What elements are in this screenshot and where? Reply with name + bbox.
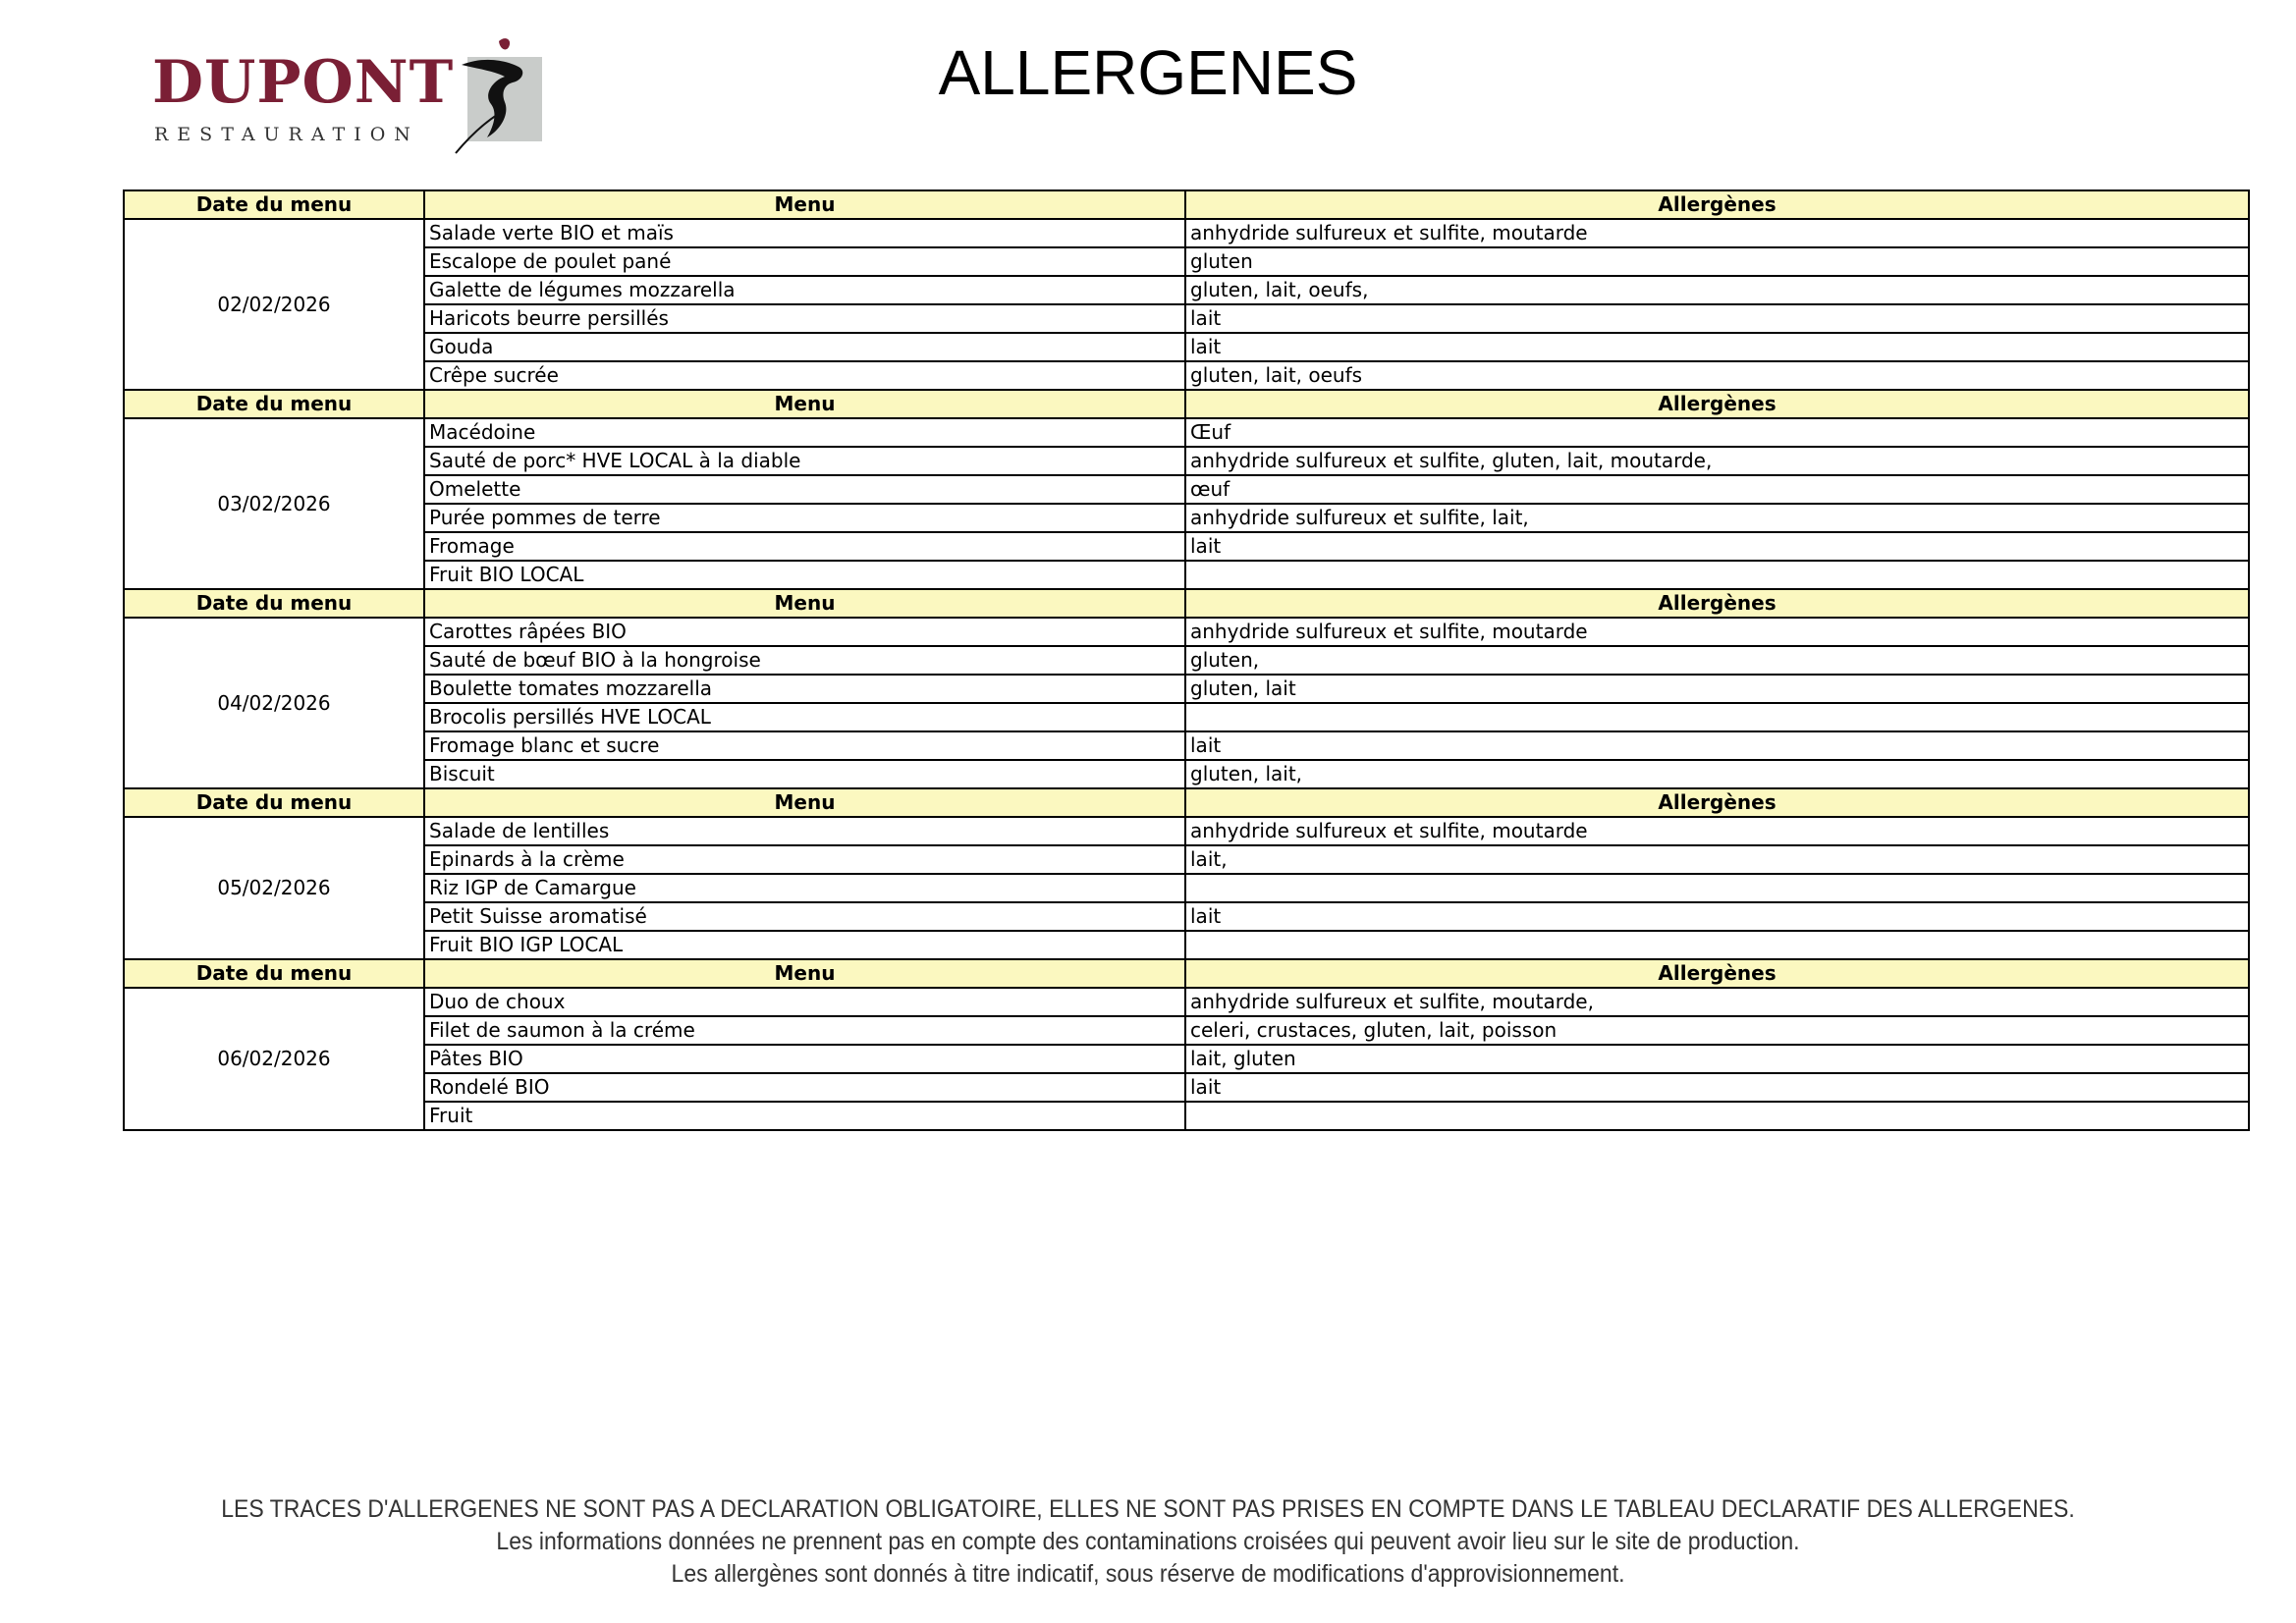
allergens-cell: lait (1185, 731, 2249, 760)
table-row (124, 1073, 2249, 1102)
menu-item-cell: Galette de légumes mozzarella (424, 276, 1185, 304)
menu-item-cell: Sauté de bœuf BIO à la hongroise (424, 646, 1185, 675)
allergens-cell: anhydride sulfureux et sulfite, gluten, lait, moutarde, (1185, 447, 2249, 475)
menu-date-cell: 04/02/2026 (124, 618, 424, 788)
table-row (124, 304, 2249, 333)
table-row (124, 817, 2249, 845)
table-row (124, 219, 2249, 247)
header-menu-cell: Menu (424, 959, 1185, 988)
table-header-row (124, 190, 2249, 219)
menu-item-cell: Epinards à la crème (424, 845, 1185, 874)
table-row (124, 874, 2249, 902)
allergens-cell: lait (1185, 902, 2249, 931)
menu-item-cell: Riz IGP de Camargue (424, 874, 1185, 902)
menu-item-cell: Filet de saumon à la créme (424, 1016, 1185, 1045)
table-row (124, 646, 2249, 675)
menu-item-cell: Boulette tomates mozzarella (424, 675, 1185, 703)
menu-item-cell: Macédoine (424, 418, 1185, 447)
allergens-cell: anhydride sulfureux et sulfite, moutarde (1185, 817, 2249, 845)
allergens-cell: lait (1185, 333, 2249, 361)
table-row (124, 618, 2249, 646)
menu-item-cell: Salade verte BIO et maïs (424, 219, 1185, 247)
allergens-cell: celeri, crustaces, gluten, lait, poisson (1185, 1016, 2249, 1045)
allergens-cell: Œuf (1185, 418, 2249, 447)
table-row (124, 504, 2249, 532)
logo-subtitle-text: RESTAURATION (154, 124, 419, 145)
menu-date-cell: 06/02/2026 (124, 988, 424, 1130)
table-row (124, 1102, 2249, 1130)
table-row (124, 447, 2249, 475)
table-row (124, 333, 2249, 361)
table-row (124, 931, 2249, 959)
menu-item-cell: Salade de lentilles (424, 817, 1185, 845)
menu-item-cell: Haricots beurre persillés (424, 304, 1185, 333)
table-row (124, 561, 2249, 589)
menu-date-cell: 02/02/2026 (124, 219, 424, 390)
allergens-cell: lait (1185, 532, 2249, 561)
allergens-cell (1185, 931, 2249, 959)
table-header-row (124, 788, 2249, 817)
header-menu-cell: Menu (424, 190, 1185, 219)
menu-item-cell: Rondelé BIO (424, 1073, 1185, 1102)
allergens-cell: œuf (1185, 475, 2249, 504)
table-row (124, 760, 2249, 788)
menu-item-cell: Sauté de porc* HVE LOCAL à la diable (424, 447, 1185, 475)
menu-item-cell: Fromage (424, 532, 1185, 561)
menu-item-cell: Gouda (424, 333, 1185, 361)
allergens-cell: gluten, lait (1185, 675, 2249, 703)
header-date-cell: Date du menu (124, 589, 424, 618)
page-title: ALLERGENES (938, 37, 1358, 108)
allergen-table (123, 189, 2250, 1131)
header-date-cell: Date du menu (124, 959, 424, 988)
table-row (124, 845, 2249, 874)
header-date-cell: Date du menu (124, 390, 424, 418)
table-header-row (124, 390, 2249, 418)
allergens-cell: gluten, lait, oeufs, (1185, 276, 2249, 304)
table-row (124, 988, 2249, 1016)
header-menu-cell: Menu (424, 788, 1185, 817)
table-row (124, 532, 2249, 561)
table-row (124, 675, 2249, 703)
table-row (124, 731, 2249, 760)
header-date-cell: Date du menu (124, 190, 424, 219)
table-row (124, 418, 2249, 447)
header-menu-cell: Menu (424, 589, 1185, 618)
menu-item-cell: Carottes râpées BIO (424, 618, 1185, 646)
header-allergens-cell: Allergènes (1185, 959, 2249, 988)
header-allergens-cell: Allergènes (1185, 788, 2249, 817)
table-row (124, 276, 2249, 304)
table-row (124, 1016, 2249, 1045)
table-row (124, 361, 2249, 390)
table-row (124, 475, 2249, 504)
allergens-cell (1185, 874, 2249, 902)
header-allergens-cell: Allergènes (1185, 190, 2249, 219)
menu-item-cell: Biscuit (424, 760, 1185, 788)
menu-item-cell: Petit Suisse aromatisé (424, 902, 1185, 931)
allergens-cell: gluten (1185, 247, 2249, 276)
menu-item-cell: Fruit BIO LOCAL (424, 561, 1185, 589)
allergens-cell: lait, gluten (1185, 1045, 2249, 1073)
menu-date-cell: 03/02/2026 (124, 418, 424, 589)
header-date-cell: Date du menu (124, 788, 424, 817)
menu-date-cell: 05/02/2026 (124, 817, 424, 959)
menu-item-cell: Escalope de poulet pané (424, 247, 1185, 276)
header-allergens-cell: Allergènes (1185, 589, 2249, 618)
table-row (124, 703, 2249, 731)
allergens-cell: anhydride sulfureux et sulfite, lait, (1185, 504, 2249, 532)
allergens-cell: anhydride sulfureux et sulfite, moutarde (1185, 219, 2249, 247)
menu-item-cell: Fromage blanc et sucre (424, 731, 1185, 760)
table-row (124, 1045, 2249, 1073)
allergen-table-body (124, 190, 2249, 1130)
allergens-cell: gluten, lait, (1185, 760, 2249, 788)
allergens-cell: anhydride sulfureux et sulfite, moutarde (1185, 618, 2249, 646)
allergens-cell (1185, 1102, 2249, 1130)
allergens-cell: gluten, (1185, 646, 2249, 675)
menu-item-cell: Fruit BIO IGP LOCAL (424, 931, 1185, 959)
allergens-cell: anhydride sulfureux et sulfite, moutarde, (1185, 988, 2249, 1016)
allergens-cell: gluten, lait, oeufs (1185, 361, 2249, 390)
menu-item-cell: Fruit (424, 1102, 1185, 1130)
menu-item-cell: Omelette (424, 475, 1185, 504)
logo-brand-text: DUPONT (152, 48, 455, 117)
menu-item-cell: Purée pommes de terre (424, 504, 1185, 532)
allergens-cell: lait (1185, 304, 2249, 333)
header-menu-cell: Menu (424, 390, 1185, 418)
table-row (124, 247, 2249, 276)
header-allergens-cell: Allergènes (1185, 390, 2249, 418)
table-row (124, 902, 2249, 931)
menu-item-cell: Crêpe sucrée (424, 361, 1185, 390)
menu-item-cell: Pâtes BIO (424, 1045, 1185, 1073)
menu-item-cell: Brocolis persillés HVE LOCAL (424, 703, 1185, 731)
footer-line: Les allergènes sont donnés à titre indicatif, sous réserve de modifications d'approvisionnement. (671, 1560, 1625, 1588)
allergens-cell (1185, 703, 2249, 731)
allergens-cell: lait (1185, 1073, 2249, 1102)
allergens-cell: lait, (1185, 845, 2249, 874)
footer-line: LES TRACES D'ALLERGENES NE SONT PAS A DECLARATION OBLIGATOIRE, ELLES NE SONT PAS PRISES EN COMPTE DANS LE TABLEAU DECLARATIF DES ALLERGENES. (221, 1495, 2075, 1523)
menu-item-cell: Duo de choux (424, 988, 1185, 1016)
allergens-cell (1185, 561, 2249, 589)
footer-line: Les informations données ne prennent pas en compte des contaminations croisées qui peuvent avoir lieu sur le site de production. (496, 1528, 1800, 1555)
table-header-row (124, 959, 2249, 988)
footer-notice (0, 1493, 2296, 1591)
table-header-row (124, 589, 2249, 618)
